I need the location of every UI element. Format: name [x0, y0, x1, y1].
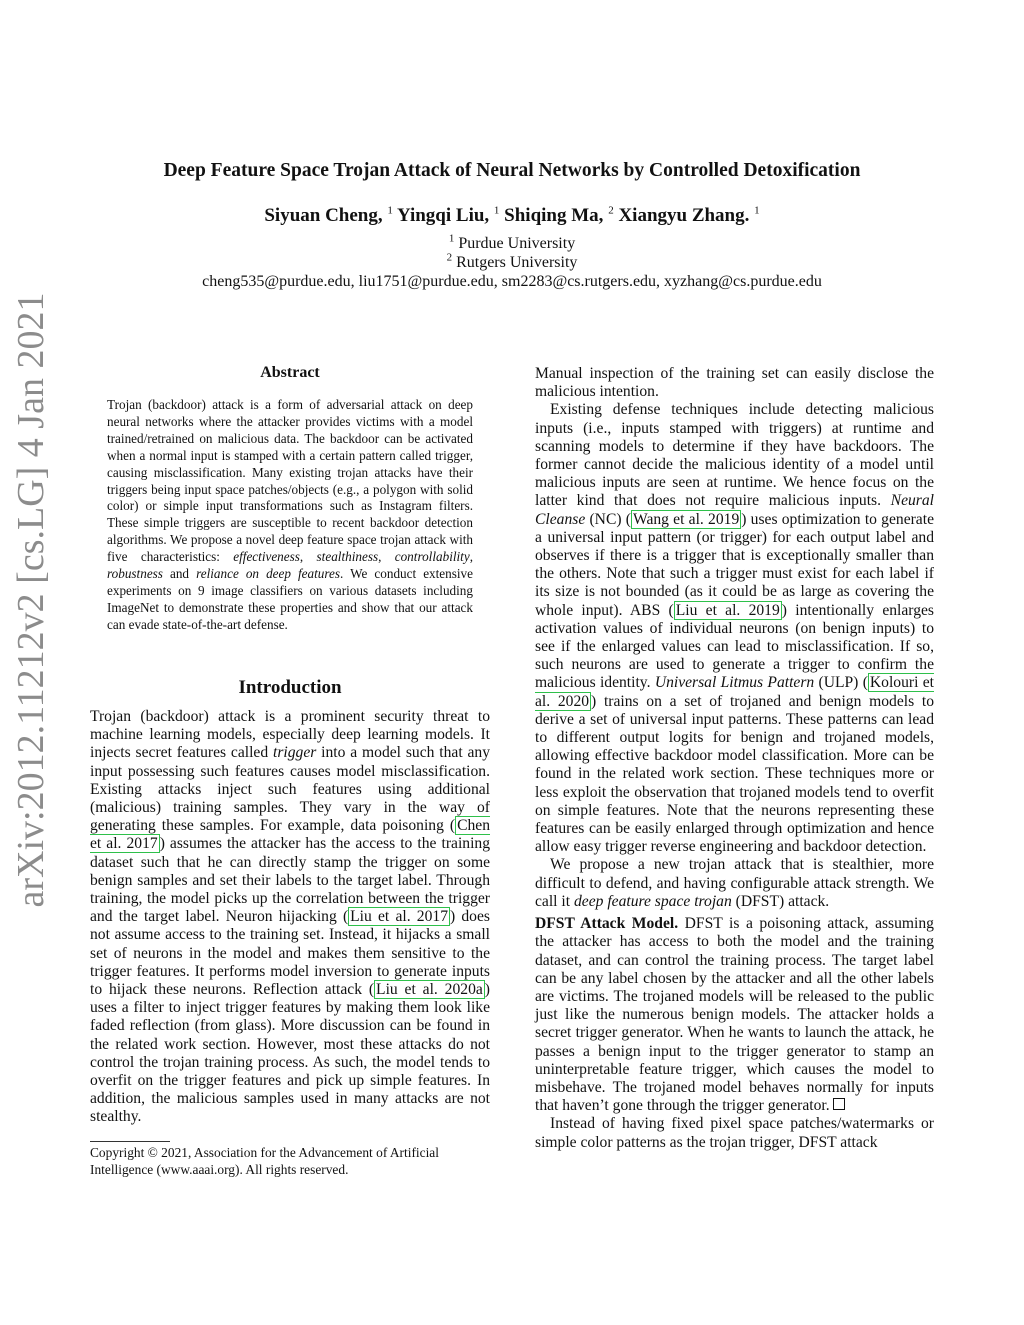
citation-link[interactable]: Chen et al. 2017	[90, 817, 490, 853]
paragraph: We propose a new trojan attack that is stealthier, more difficult to defend, and having configurable attack strength. We call it deep feature space trojan (DFST) attack.	[535, 856, 934, 910]
paragraph: Instead of having fixed pixel space patches/watermarks or simple color patterns as the trojan trigger, DFST attack	[535, 1115, 934, 1151]
arxiv-identifier[interactable]: arXiv:2012.11212v2 [cs.LG] 4 Jan 2021	[10, 292, 52, 908]
paragraph: Existing defense techniques include detecting malicious inputs (i.e., inputs stamped with triggers) at runtime and scanning models to determine if they have backdoors. The former cannot decide the malicious identity of a model until malicious inputs are seen at runtime. We hence focus on the latter kind that does not require malicious inputs. Neural Cleanse (NC) ( Wang et al. 2019 ) uses optimization to generate a universal input pattern (or trigger) for each output label and observes if there is a trigger that is exceptionally smaller than the others. Note that such a trigger must exist for each label if its size is not bounded (as it could be as large as covering the whole input). ABS ( Liu et al. 2019 ) intentionally enlarges activation values of individual neurons (on benign inputs) to see if the enlarged values can lead to misclassification. If so, such neurons are used to generate a trigger to confirm the malicious identity. Universal Litmus Pattern (ULP) ( Kolouri et al. 2020 ) trains on a set of trojaned and benign models to derive a set of universal input patterns. These patterns can lead to different output logits for benign and trojaned models, allowing effective backdoor model classification. More can be found in the related work section. These techniques more or less exploit the observation that trojaned models tend to overfit on simple features. Note that the neurons representing these features can be easily enlarged through optimization and hence allow easy trigger reverse engineering and backdoor detection.	[535, 401, 934, 856]
paragraph: Manual inspection of the training set can easily disclose the malicious intention.	[535, 365, 934, 401]
introduction-paragraph: Trojan (backdoor) attack is a prominent security threat to machine learning models, especially deep learning models. It injects secret features called trigger into a model such that any input possessing such features causes model misclassification. Existing attacks inject such features using additional (malicious) training samples. They vary in the way of generating these samples. For example, data poisoning ( Chen et al. 2017 ) assumes the attacker has the access to the training dataset such that he can directly stamp the trigger on some benign samples and set their labels to the target label. Through training, the model picks up the correlation between the trigger and the target label. Neuron hijacking ( Liu et al. 2017 ) does not assume access to the training set. Instead, it hijacks a small set of neurons in the model and makes them sensitive to the trigger features. It performs model inversion to generate inputs to hijack these neurons. Reflection attack ( Liu et al. 2020a ) uses a filter to inject trigger features by making them look like faded reflection (from glass). More discussion can be found in the related work section. However, most these attacks do not control the trojan training process. As such, the model tends to overfit on the trigger features and pick up simple features. In addition, the malicious samples used in many attacks are not stealthy.	[90, 708, 491, 1126]
paper-title: Deep Feature Space Trojan Attack of Neural Networks by Controlled Detoxification	[163, 160, 861, 181]
copyright-footnote: Copyright © 2021, Association for the Advancement of Artificial Intelligence (www.aaai.org). All rights reserved.	[90, 1145, 439, 1177]
author: Xiangyu Zhang.	[618, 205, 750, 226]
citation-link[interactable]: Liu et al. 2020a	[376, 981, 483, 999]
affiliation-mark: 2	[446, 251, 453, 264]
citation-link[interactable]: Wang et al. 2019	[632, 510, 740, 528]
author-affiliation-mark: 2	[608, 204, 614, 217]
abstract-body: Trojan (backdoor) attack is a form of adversarial attack on deep neural networks where the attacker provides victims with a model trained/retrained on malicious data. The backdoor can be activated when a normal input is stamped with a certain pattern called trigger, causing misclassification. Many existing trojan attacks have their triggers being input space patches/objects (e.g., a polygon with solid color) or simple input transformations such as Instagram filters. These simple triggers are susceptible to recent backdoor detection algorithms. We propose a novel deep feature space trojan attack with five characteristics: effectiveness, stealthiness, controllability, robustness and reliance on deep features. We conduct extensive experiments on 9 image classifiers on various datasets including ImageNet to demonstrate these properties and show that our attack can evade state-of-the-art defense.	[107, 397, 473, 632]
author-affiliation-mark: 1	[754, 204, 760, 217]
author-emails: cheng535@purdue.edu, liu1751@purdue.edu, sm2283@cs.rutgers.edu, xyzhang@cs.purdue.edu	[202, 273, 822, 290]
author-list	[0, 205, 1024, 227]
paragraph-heading: DFST Attack Model.	[535, 915, 679, 933]
qed-square-icon	[833, 1098, 845, 1110]
citation-link[interactable]: Kolouri et al. 2020	[535, 674, 934, 710]
paragraph-attack-model: DFST Attack Model. DFST is a poisoning attack, assuming the attacker has access to both the model and the training dataset, and can control the training process. The target label can be any label chosen by the attacker and all the other labels are victims. The trojaned models will be released to the public just like the numerous benign models. The attacker holds a secret trigger generator. When he wants to launch the attack, he passes a benign input to the trigger generator to stamp an uninterpretable feature trigger, which causes the model to misbehave. The trojaned model behaves normally for inputs that haven’t gone through the trigger generator.	[535, 915, 934, 1115]
affiliation-name: Rutgers University	[456, 254, 578, 271]
author: Shiqing Ma,	[504, 205, 604, 226]
footnote-rule	[90, 1141, 170, 1142]
abstract-heading: Abstract	[260, 364, 320, 381]
citation-link[interactable]: Liu et al. 2017	[350, 908, 448, 926]
author-affiliation-mark: 1	[387, 204, 393, 217]
right-column	[535, 365, 934, 1152]
citation-link[interactable]: Liu et al. 2019	[675, 601, 780, 619]
author: Siyuan Cheng,	[264, 205, 383, 226]
affiliation-mark: 1	[448, 232, 455, 245]
section-heading-introduction: Introduction	[238, 677, 342, 698]
author-affiliation-mark: 1	[493, 204, 500, 217]
affiliation	[0, 234, 1024, 253]
affiliation-name: Purdue University	[458, 235, 576, 252]
affiliation	[0, 253, 1024, 272]
author: Yingqi Liu,	[396, 205, 490, 226]
